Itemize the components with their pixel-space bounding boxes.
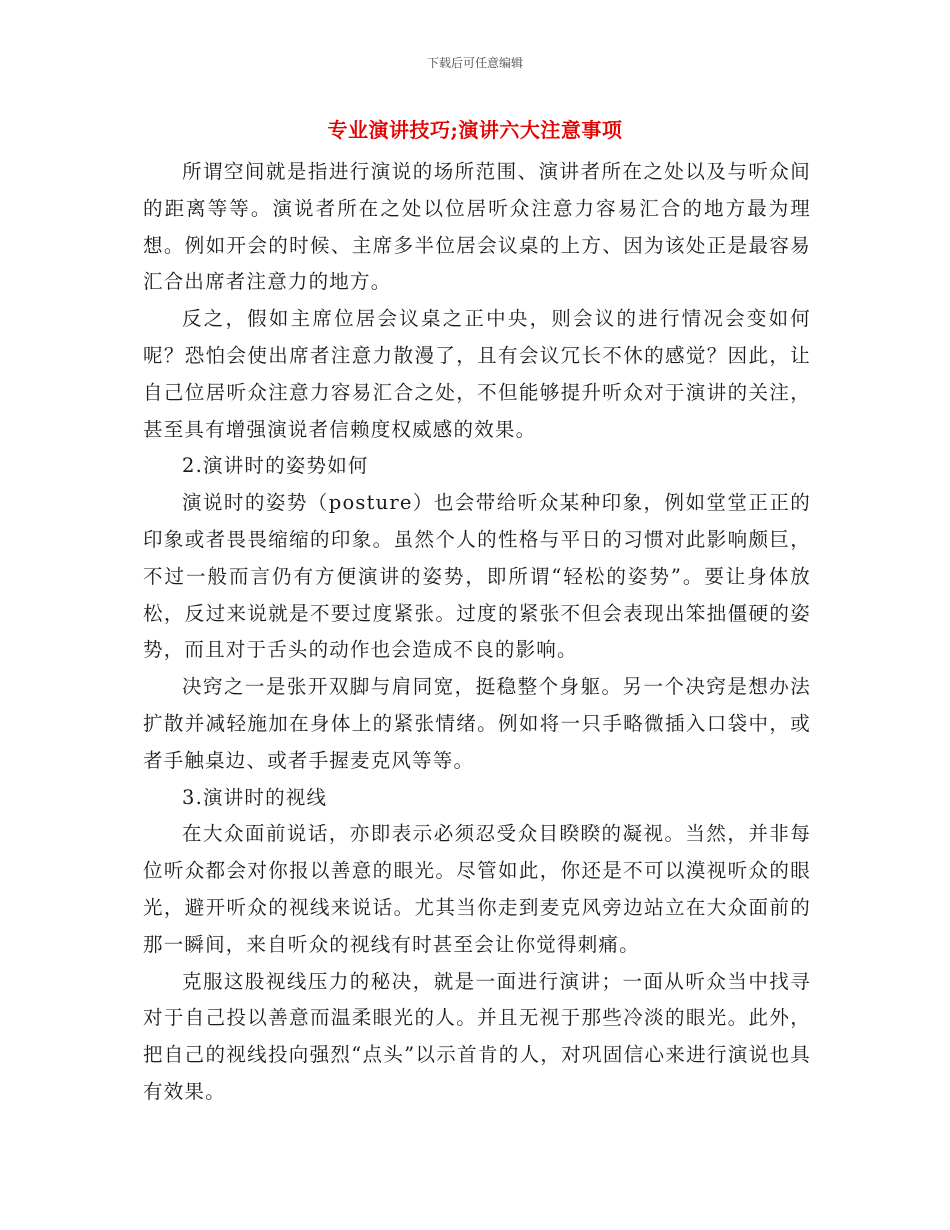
paragraph: 克服这股视线压力的秘决，就是一面进行演讲；一面从听众当中找寻对于自己投以善意而温柔眼光的人。并且无视于那些冷淡的眼光。此外，把自己的视线投向强烈“点头”以示首肯的人，对巩固信心来进行演说也具有效果。	[143, 969, 811, 1103]
paragraph: 反之，假如主席位居会议桌之正中央，则会议的进行情况会变如何呢？恐怕会使出席者注意力散漫了，且有会议冗长不休的感觉？因此，让自己位居听众注意力容易汇合之处，不但能够提升听众对于演讲的关注，甚至具有增强演说者信赖度权威感的效果。	[143, 307, 811, 441]
document-body	[143, 154, 811, 1111]
section-heading: 2.演讲时的姿势如何	[182, 454, 369, 478]
paragraph: 演说时的姿势（posture）也会带给听众某种印象，例如堂堂正正的印象或者畏畏缩缩的印象。虽然个人的性格与平日的习惯对此影响颇巨，不过一般而言仍有方便演讲的姿势，即所谓“轻松的姿势”。要让身体放松，反过来说就是不要过度紧张。过度的紧张不但会表现出笨拙僵硬的姿势，而且对于舌头的动作也会造成不良的影响。	[143, 491, 811, 662]
paragraph: 在大众面前说话，亦即表示必须忍受众目睽睽的凝视。当然，并非每位听众都会对你报以善意的眼光。尽管如此，你还是不可以漠视听众的眼光，避开听众的视线来说话。尤其当你走到麦克风旁边站立在大众面前的那一瞬间，来自听众的视线有时甚至会让你觉得刺痛。	[143, 822, 811, 956]
section-heading: 3.演讲时的视线	[182, 785, 328, 809]
paragraph: 决窍之一是张开双脚与肩同宽，挺稳整个身躯。另一个决窍是想办法扩散并减轻施加在身体上的紧张情绪。例如将一只手略微插入口袋中，或者手触桌边、或者手握麦克风等等。	[143, 675, 811, 772]
document-title: 专业演讲技巧;演讲六大注意事项	[327, 118, 623, 142]
header-note: 下载后可任意编辑	[426, 56, 523, 70]
paragraph: 所谓空间就是指进行演说的场所范围、演讲者所在之处以及与听众间的距离等等。演说者所在之处以位居听众注意力容易汇合的地方最为理想。例如开会的时候、主席多半位居会议桌的上方、因为该处正是最容易汇合出席者注意力的地方。	[143, 160, 811, 294]
